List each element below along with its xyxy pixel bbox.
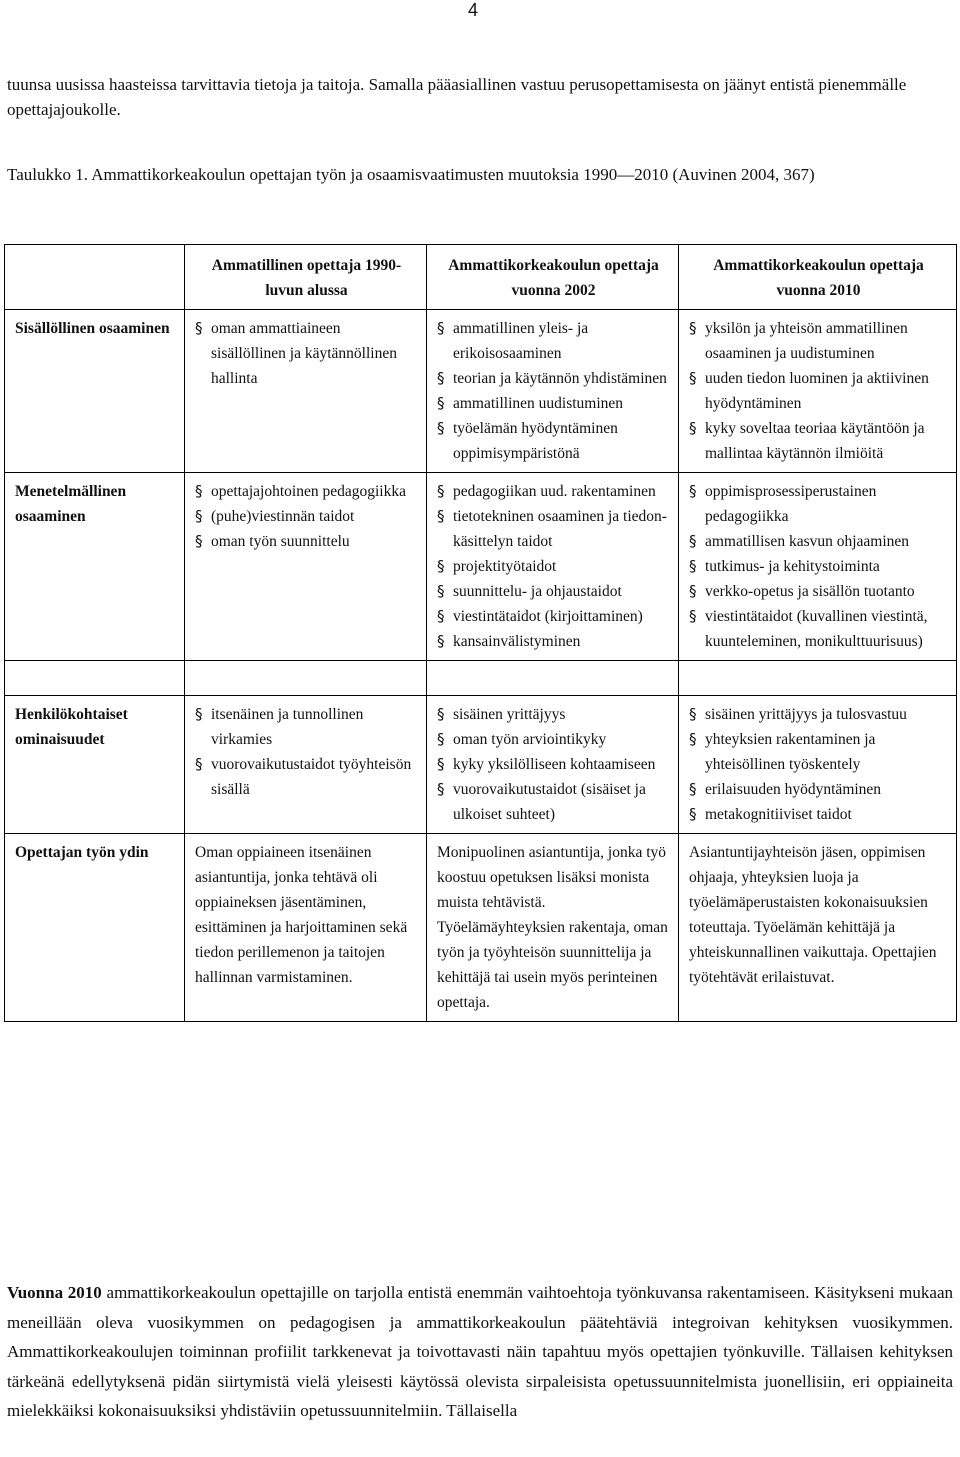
list-item-text: verkko-opetus ja sisällön tuotanto	[705, 583, 915, 600]
list-item	[437, 554, 670, 579]
spacer-cell	[679, 661, 957, 696]
section-sign-bullet-icon: §	[689, 369, 697, 387]
competence-table	[4, 244, 957, 1022]
list-item-text: työelämän hyödyntäminen oppimisympäristönä	[453, 420, 618, 462]
table-cell	[185, 696, 427, 834]
list-item-text: (puhe)viestinnän taidot	[211, 508, 355, 525]
list-item	[437, 316, 670, 366]
section-sign-bullet-icon: §	[689, 532, 697, 550]
section-sign-bullet-icon: §	[689, 780, 697, 798]
cell-bullet-list	[195, 702, 418, 802]
section-sign-bullet-icon: §	[437, 419, 445, 437]
spacer-cell	[185, 661, 427, 696]
list-item	[437, 391, 670, 416]
list-item-text: pedagogiikan uud. rakentaminen	[453, 483, 656, 500]
section-sign-bullet-icon: §	[437, 607, 445, 625]
list-item-text: uuden tiedon luominen ja aktiivinen hyödyntäminen	[705, 370, 929, 412]
table-cell	[427, 473, 679, 661]
list-item	[195, 529, 418, 554]
list-item-text: viestintätaidot (kirjoittaminen)	[453, 608, 643, 625]
row-heading: Menetelmällinen osaaminen	[5, 473, 185, 661]
list-item-text: yhteyksien rakentaminen ja yhteisöllinen työskentely	[705, 731, 876, 773]
section-sign-bullet-icon: §	[437, 394, 445, 412]
section-sign-bullet-icon: §	[437, 705, 445, 723]
list-item	[195, 479, 418, 504]
section-sign-bullet-icon: §	[437, 780, 445, 798]
summary-paragraph	[7, 1278, 953, 1426]
list-item	[437, 579, 670, 604]
section-sign-bullet-icon: §	[689, 557, 697, 575]
list-item	[437, 504, 670, 554]
section-sign-bullet-icon: §	[437, 557, 445, 575]
table-caption-text: Taulukko 1. Ammattikorkeakoulun opettajan työn ja osaamisvaatimusten muutoksia 1990—2010 (Auvinen 2004, 367)	[7, 165, 815, 184]
list-item	[437, 727, 670, 752]
list-item	[689, 554, 948, 579]
page-number: 4	[468, 0, 479, 20]
section-sign-bullet-icon: §	[689, 705, 697, 723]
list-item-text: ammatillisen kasvun ohjaaminen	[705, 533, 910, 550]
section-sign-bullet-icon: §	[437, 482, 445, 500]
section-sign-bullet-icon: §	[195, 532, 203, 550]
section-sign-bullet-icon: §	[195, 319, 203, 337]
list-item-text: metakognitiiviset taidot	[705, 806, 852, 823]
list-item-text: itsenäinen ja tunnollinen virkamies	[211, 706, 364, 748]
spacer-cell	[427, 661, 679, 696]
list-item	[689, 727, 948, 777]
list-item-text: vuorovaikutustaidot työyhteisön sisällä	[211, 756, 412, 798]
list-item	[437, 366, 670, 391]
section-sign-bullet-icon: §	[195, 755, 203, 773]
table-row	[5, 473, 957, 661]
list-item-text: sisäinen yrittäjyys ja tulosvastuu	[705, 706, 907, 723]
header-2002: Ammattikorkeakoulun opettaja vuonna 2002	[427, 245, 679, 310]
list-item-text: vuorovaikutustaidot (sisäiset ja ulkoiset suhteet)	[453, 781, 646, 823]
list-item	[195, 702, 418, 752]
section-sign-bullet-icon: §	[689, 582, 697, 600]
list-item	[689, 479, 948, 529]
intro-paragraph: tuunsa uusissa haasteissa tarvittavia tietoja ja taitoja. Samalla pääasiallinen vastuu perusopettamisesta on jäänyt entistä pienemmälle opettajajoukolle.	[7, 75, 907, 119]
section-sign-bullet-icon: §	[437, 369, 445, 387]
spacer-row	[5, 661, 957, 696]
table-cell	[185, 473, 427, 661]
table-row	[5, 310, 957, 473]
list-item-text: sisäinen yrittäjyys	[453, 706, 566, 723]
section-sign-bullet-icon: §	[437, 730, 445, 748]
list-item	[437, 416, 670, 466]
section-sign-bullet-icon: §	[437, 507, 445, 525]
list-item	[689, 579, 948, 604]
header-2010: Ammattikorkeakoulun opettaja vuonna 2010	[679, 245, 957, 310]
row-heading: Sisällöllinen osaaminen	[5, 310, 185, 473]
table-cell	[679, 310, 957, 473]
list-item	[437, 629, 670, 654]
table-cell	[427, 310, 679, 473]
list-item-text: yksilön ja yhteisön ammatillinen osaaminen ja uudistuminen	[705, 320, 908, 362]
table-row	[5, 696, 957, 834]
list-item-text: ammatillinen uudistuminen	[453, 395, 624, 412]
section-sign-bullet-icon: §	[689, 319, 697, 337]
list-item	[437, 702, 670, 727]
list-item-text: projektityötaidot	[453, 558, 557, 575]
table-cell	[679, 473, 957, 661]
list-item	[689, 604, 948, 654]
cell-bullet-list	[689, 316, 948, 466]
list-item-text: tutkimus- ja kehitystoiminta	[705, 558, 880, 575]
list-item	[689, 777, 948, 802]
list-item	[689, 802, 948, 827]
list-item	[195, 316, 418, 391]
section-sign-bullet-icon: §	[437, 319, 445, 337]
cell-bullet-list	[437, 316, 670, 466]
section-sign-bullet-icon: §	[437, 632, 445, 650]
list-item-text: kansainvälistyminen	[453, 633, 581, 650]
list-item-text: oman ammattiaineen sisällöllinen ja käytännöllinen hallinta	[211, 320, 397, 387]
list-item-text: opettajajohtoinen pedagogiikka	[211, 483, 406, 500]
list-item-text: oman työn arviointikyky	[453, 731, 607, 748]
list-item-text: ammatillinen yleis- ja erikoisosaaminen	[453, 320, 589, 362]
summary-text: ammattikorkeakoulun opettajille on tarjolla entistä enemmän vaihtoehtoja työnkuvansa rakentamiseen. Käsitykseni mukaan meneillään oleva vuosikymmen on pedagogisen ja ammattikorkeakoulun päätehtäviä integroivan kehityksen vuosikymmen. Ammattikorkeakoulujen toiminnan profiilit tarkkenevat ja toivottavasti näin tapahtuu myös opettajien työnkuville. Tällaisen kehityksen tärkeänä edellytyksenä pidän siirtymistä vielä yleisesti käytössä olevista sirpaleisista opetussuunnitelmista juonellisiin, eri oppiaineita mielekkäiksi kokonaisuuksiksi yhdistäviin opetussuunnitelmiin. Tällaisella	[7, 1283, 953, 1420]
list-item	[437, 604, 670, 629]
list-item-text: suunnittelu- ja ohjaustaidot	[453, 583, 622, 600]
core-cell: Oman oppiaineen itsenäinen asiantuntija, jonka tehtävä oli oppiaineksen jäsentäminen, esittäminen ja harjoittaminen sekä tiedon perillemenon ja taitojen hallinnan varmistaminen.	[185, 834, 427, 1022]
table-header-row	[5, 245, 957, 310]
section-sign-bullet-icon: §	[195, 705, 203, 723]
list-item-text: kyky soveltaa teoriaa käytäntöön ja mallintaa käytännön ilmiöitä	[705, 420, 925, 462]
section-sign-bullet-icon: §	[689, 419, 697, 437]
list-item	[195, 752, 418, 802]
list-item-text: oppimisprosessiperustainen pedagogiikka	[705, 483, 877, 525]
list-item	[437, 752, 670, 777]
core-row	[5, 834, 957, 1022]
spacer-cell	[5, 661, 185, 696]
table-caption	[7, 162, 953, 187]
header-1990: Ammatillinen opettaja 1990-luvun alussa	[185, 245, 427, 310]
list-item	[689, 366, 948, 416]
table-cell	[427, 696, 679, 834]
section-sign-bullet-icon: §	[437, 582, 445, 600]
cell-bullet-list	[195, 316, 418, 391]
list-item	[437, 479, 670, 504]
list-item-text: viestintätaidot (kuvallinen viestintä, kuunteleminen, monikulttuurisuus)	[705, 608, 928, 650]
list-item	[689, 316, 948, 366]
cell-bullet-list	[195, 479, 418, 554]
list-item	[689, 416, 948, 466]
list-item-text: tietotekninen osaaminen ja tiedon-käsittelyn taidot	[453, 508, 667, 550]
cell-bullet-list	[689, 479, 948, 654]
header-empty	[5, 245, 185, 310]
list-item-text: kyky yksilölliseen kohtaamiseen	[453, 756, 656, 773]
row-heading: Opettajan työn ydin	[5, 834, 185, 1022]
cell-bullet-list	[437, 479, 670, 654]
list-item-text: oman työn suunnittelu	[211, 533, 350, 550]
section-sign-bullet-icon: §	[689, 607, 697, 625]
list-item	[689, 702, 948, 727]
row-heading: Henkilökohtaiset ominaisuudet	[5, 696, 185, 834]
cell-bullet-list	[437, 702, 670, 827]
core-cell: Asiantuntijayhteisön jäsen, oppimisen ohjaaja, yhteyksien luoja ja työelämäperustaisten kokonaisuuksien toteuttaja. Työelämän kehittäjä ja yhteiskunnallinen vaikuttaja. Opettajien työtehtävät erilaistuvat.	[679, 834, 957, 1022]
section-sign-bullet-icon: §	[195, 507, 203, 525]
list-item-text: erilaisuuden hyödyntäminen	[705, 781, 882, 798]
list-item	[437, 777, 670, 827]
section-sign-bullet-icon: §	[689, 730, 697, 748]
section-sign-bullet-icon: §	[195, 482, 203, 500]
table-cell	[679, 696, 957, 834]
list-item	[195, 504, 418, 529]
section-sign-bullet-icon: §	[437, 755, 445, 773]
table-cell	[185, 310, 427, 473]
section-sign-bullet-icon: §	[689, 805, 697, 823]
section-sign-bullet-icon: §	[689, 482, 697, 500]
list-item-text: teorian ja käytännön yhdistäminen	[453, 370, 667, 387]
cell-bullet-list	[689, 702, 948, 827]
list-item	[689, 529, 948, 554]
core-cell: Monipuolinen asiantuntija, jonka työ koostuu opetuksen lisäksi monista muista tehtävistä. Työelämäyhteyksien rakentaja, oman työn ja työyhteisön suunnittelija ja kehittäjä tai usein myös perinteinen opettaja.	[427, 834, 679, 1022]
summary-lead: Vuonna 2010	[7, 1283, 102, 1302]
